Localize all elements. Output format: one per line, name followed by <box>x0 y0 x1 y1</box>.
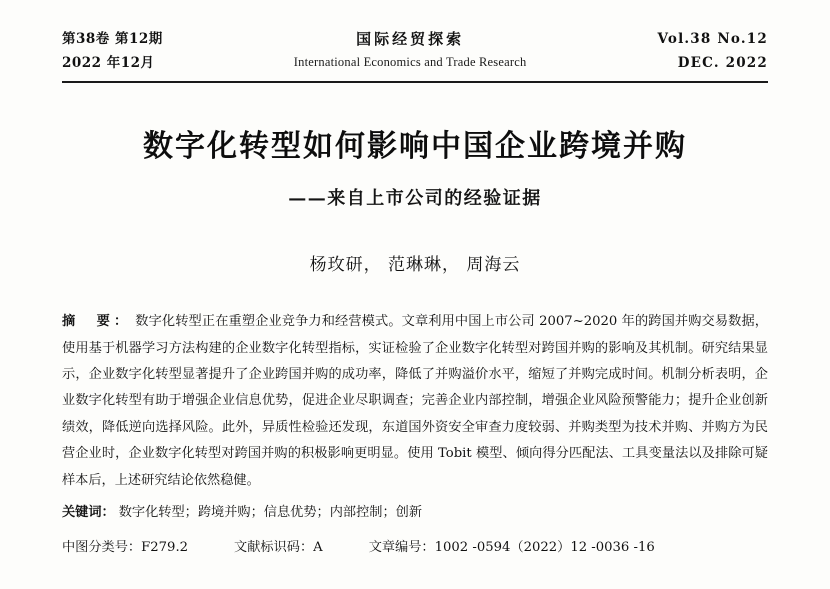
keywords-text: 数字化转型；跨境并购；信息优势；内部控制；创新 <box>118 505 423 521</box>
article-number-value: 1002 -0594（2022）12 -0036 -16 <box>434 539 655 555</box>
page-title: 数字化转型如何影响中国企业跨境并购 <box>143 129 687 165</box>
volume-issue-en: Vol.38 No.12 <box>657 31 768 47</box>
document-code-label: 文献标识码： <box>234 539 314 555</box>
clc-value: F279.2 <box>141 539 189 555</box>
issue-info-left <box>62 28 163 75</box>
abstract-label: 摘 要： <box>62 314 132 330</box>
keywords-section <box>62 500 768 526</box>
document-code-value: A <box>313 539 323 555</box>
keywords-label: 关键词： <box>62 505 115 521</box>
clc-label: 中图分类号： <box>62 539 142 555</box>
abstract-section <box>62 309 768 494</box>
abstract-text: 数字化转型正在重塑企业竞争力和经营模式。文章利用中国上市公司 2007~2020 年的跨国并购交易数据，使用基于机器学习方法构建的企业数字化转型指标，实证检验了企业数字化转型对跨国并购的影响及其机制。研究结果显示，企业数字化转型显著提升了企业跨国并购的成功率，降低了并购溢价水平，缩短了并购完成时间。机制分析表明，企业数字化转型有助于增强企业信息优势，促进企业尽职调查；完善企业内部控制，增强企业风险预警能力；提升企业创新绩效，降低逆向选择风险。此外，异质性检验还发现，东道国外资安全审查力度较弱、并购类型为技术并购、并购方为民营企业时，企业数字化转型对跨国并购的积极影响更明显。使用 Tobit 模型、倾向得分匹配法、工具变量法以及排除可疑样本后，上述研究结论依然稳健。 <box>62 314 768 488</box>
author-list: 杨玫研， 范琳琳， 周海云 <box>309 255 521 276</box>
issue-date-cn: 2022 年12月 <box>62 54 155 71</box>
journal-title-block <box>163 28 658 71</box>
issue-info-right <box>657 28 768 75</box>
journal-name-en: International Economics and Trade Research <box>293 54 527 69</box>
masthead <box>62 28 768 83</box>
article-number <box>369 535 655 560</box>
title-block <box>62 127 768 210</box>
classification-line <box>62 535 768 560</box>
journal-name-cn: 国际经贸探索 <box>356 30 465 48</box>
volume-issue-cn: 第38卷 第12期 <box>62 31 163 47</box>
document-code <box>234 535 323 560</box>
clc-number <box>62 535 188 560</box>
page-subtitle: ——来自上市公司的经验证据 <box>288 188 542 210</box>
issue-date-en: DEC. 2022 <box>677 54 768 71</box>
article-number-label: 文章编号： <box>368 539 435 555</box>
